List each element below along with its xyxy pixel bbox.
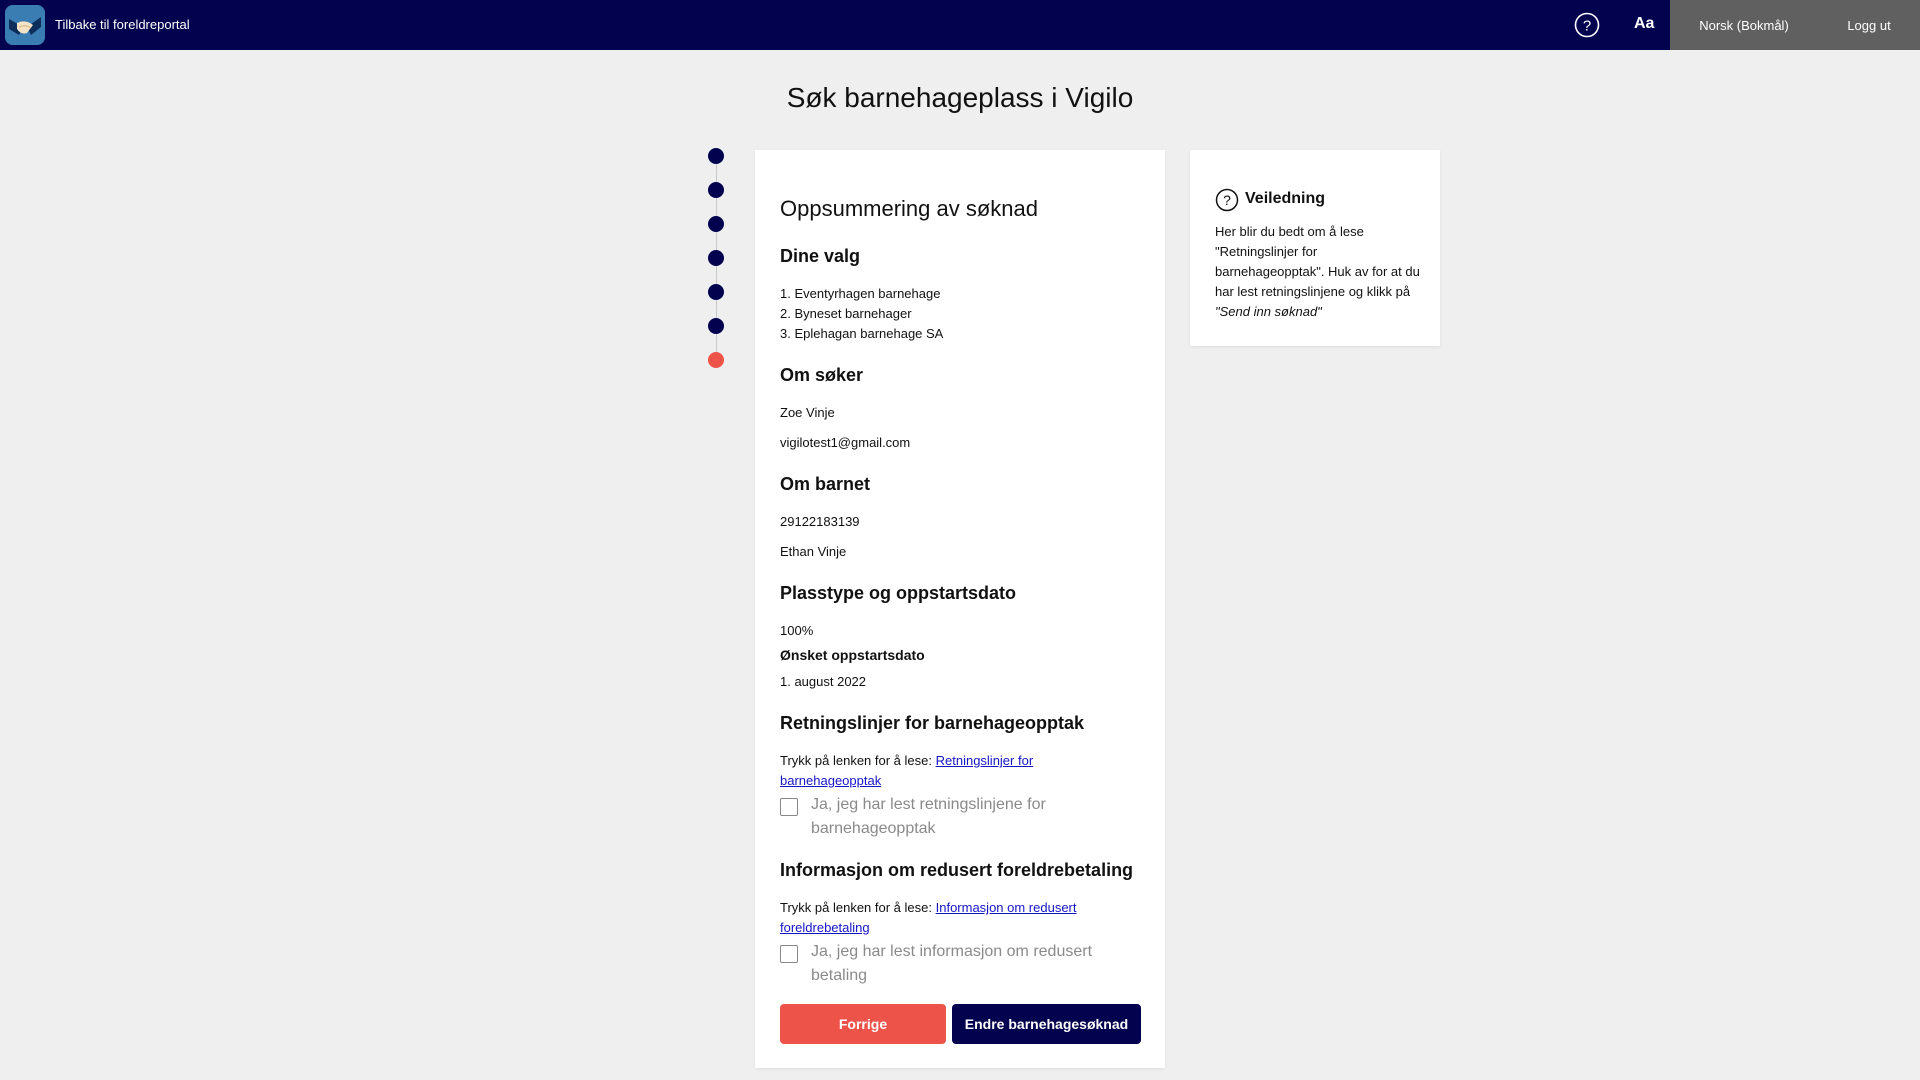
step-dot: [708, 216, 724, 232]
payment-intro: Trykk på lenken for å lese:: [780, 900, 932, 915]
app-logo-icon[interactable]: [5, 5, 45, 45]
guidance-emphasis: "Send inn søknad": [1215, 304, 1322, 319]
guidelines-checkbox-row[interactable]: [780, 793, 1120, 843]
payment-checkbox-row[interactable]: [780, 940, 1120, 990]
step-dot: [708, 284, 724, 300]
payment-link[interactable]: Informasjon om redusert foreldrebetaling: [780, 900, 1077, 935]
payment-heading: Informasjon om redusert foreldrebetaling: [780, 860, 1134, 880]
question-circle-icon: [1215, 188, 1239, 212]
svg-text:?: ?: [1223, 192, 1231, 208]
summary-title: Oppsummering av søknad: [780, 196, 1038, 221]
step-dot: [708, 250, 724, 266]
guidance-text: [1215, 222, 1425, 322]
step-dot: [708, 148, 724, 164]
choice-item: 2. Byneset barnehager: [780, 306, 912, 321]
guidance-title: Veiledning: [1245, 190, 1326, 207]
guidelines-text: [780, 751, 1100, 791]
guidance-body: Her blir du bedt om å lese "Retningslinjer for barnehageopptak". Huk av for at du har lest retningslinjene og klikk på: [1215, 224, 1420, 299]
step-dot: [708, 182, 724, 198]
guidelines-link[interactable]: Retningslinjer for barnehageopptak: [780, 753, 1034, 788]
choice-item: 3. Eplehagan barnehage SA: [780, 326, 944, 341]
top-bar: [0, 0, 1920, 50]
guidelines-checkbox-label[interactable]: Ja, jeg har lest retningslinjene for barnehageopptak: [811, 796, 1046, 837]
edit-application-button[interactable]: Endre barnehagesøknad: [952, 1004, 1141, 1044]
guidelines-heading: Retningslinjer for barnehageopptak: [780, 713, 1085, 733]
child-name: Ethan Vinje: [780, 544, 847, 559]
applicant-name: Zoe Vinje: [780, 405, 835, 420]
applicant-heading: Om søker: [780, 365, 864, 385]
step-dot-active: [708, 352, 724, 368]
svg-text:?: ?: [1582, 17, 1592, 35]
guidelines-checkbox[interactable]: [780, 798, 798, 816]
previous-button[interactable]: Forrige: [780, 1004, 946, 1044]
child-id: 29122183139: [780, 514, 860, 529]
font-size-button[interactable]: Aa: [1634, 15, 1655, 32]
help-circle-icon[interactable]: [1574, 12, 1600, 38]
page-title: Søk barnehageplass i Vigilo: [786, 82, 1134, 113]
language-button[interactable]: Norsk (Bokmål): [1670, 0, 1818, 50]
placement-heading: Plasstype og oppstartsdato: [780, 583, 1017, 603]
start-date: 1. august 2022: [780, 674, 867, 689]
applicant-email: vigilotest1@gmail.com: [780, 435, 911, 450]
logout-button[interactable]: Logg ut: [1818, 0, 1920, 50]
payment-checkbox[interactable]: [780, 945, 798, 963]
start-date-label: Ønsket oppstartsdato: [780, 647, 925, 663]
step-dot: [708, 318, 724, 334]
payment-checkbox-label[interactable]: Ja, jeg har lest informasjon om redusert betaling: [811, 943, 1093, 984]
back-to-portal-link[interactable]: Tilbake til foreldreportal: [55, 17, 190, 32]
summary-card: [755, 150, 1165, 1068]
choices-heading: Dine valg: [780, 246, 861, 266]
child-heading: Om barnet: [780, 474, 871, 494]
payment-text: [780, 898, 1120, 938]
placement-type: 100%: [780, 623, 814, 638]
choice-item: 1. Eventyrhagen barnehage: [780, 286, 941, 301]
guidelines-intro: Trykk på lenken for å lese:: [780, 753, 932, 768]
guidance-card: [1190, 150, 1440, 346]
